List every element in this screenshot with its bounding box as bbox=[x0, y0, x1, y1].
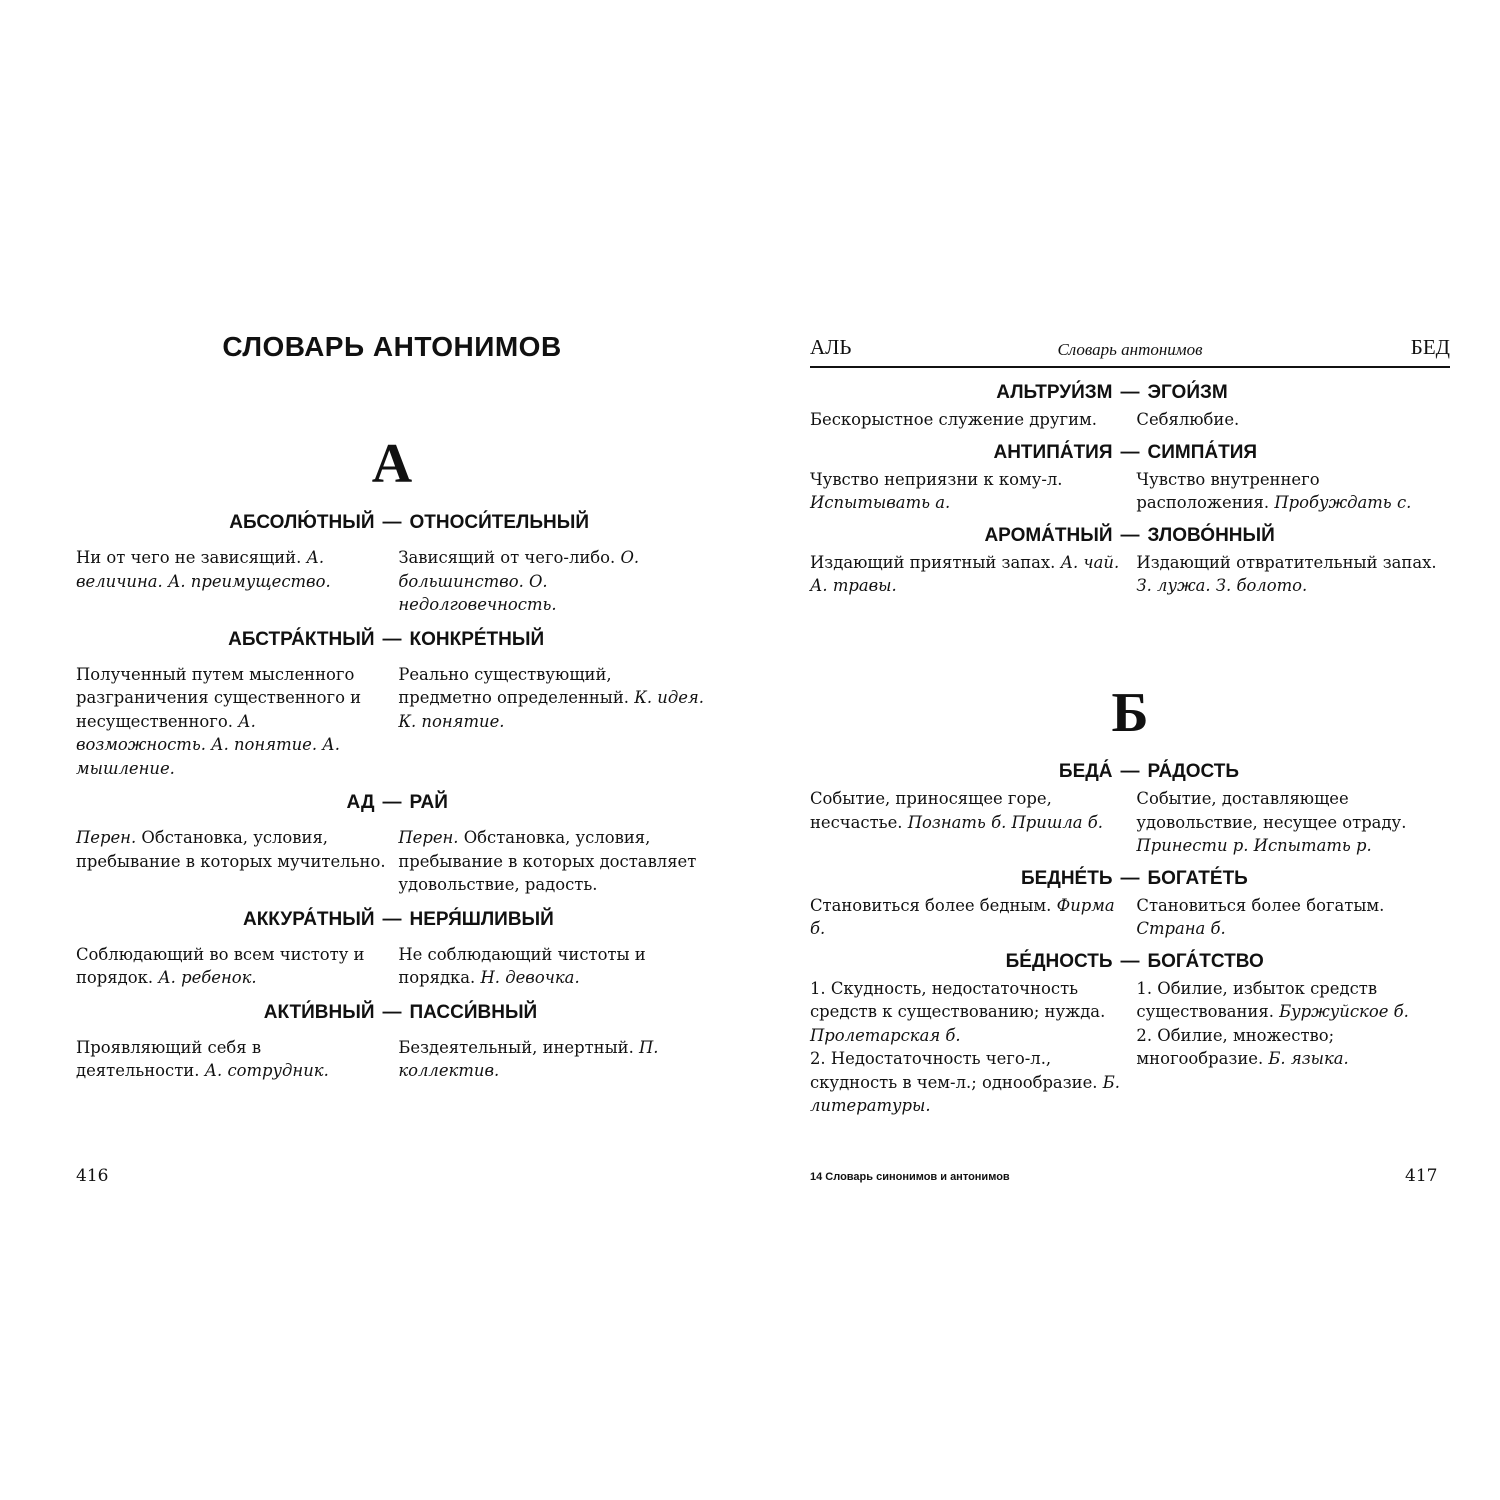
headword-1: АБСТРА́КТНЫЙ bbox=[228, 628, 375, 650]
section-letter-b: Б bbox=[1111, 682, 1149, 744]
running-head-title: Словарь антонимов bbox=[1057, 340, 1203, 359]
entry-definitions bbox=[810, 787, 1450, 858]
definition-1: Полученный путем мысленного разграничения существенного и несущественного. А. возможность. А. понятие. А. мышление. bbox=[76, 664, 362, 778]
definition-1: Проявляющий себя в деятельности. А. сотрудник. bbox=[76, 1037, 329, 1080]
entry-headword bbox=[810, 947, 1450, 977]
headword-2: ОТНОСИ́ТЕЛЬНЫЙ bbox=[409, 512, 590, 533]
entry-headword bbox=[810, 864, 1450, 894]
dash: — bbox=[382, 908, 402, 930]
headword-2: БОГА́ТСТВО bbox=[1147, 950, 1264, 972]
entry-absolute bbox=[76, 508, 708, 617]
right-page bbox=[750, 0, 1500, 1500]
entry-impoverish bbox=[810, 864, 1450, 941]
headword-2: КОНКРЕ́ТНЫЙ bbox=[409, 628, 545, 650]
entry-headword bbox=[76, 625, 708, 655]
page-number: 416 bbox=[76, 1166, 109, 1186]
definition-2: Зависящий от чего-либо. О. большинство. О. недолговечность. bbox=[398, 548, 640, 614]
definition-2: Перен. Обстановка, условия, пребывание в которых доставляет удовольствие, радость. bbox=[398, 828, 697, 894]
headword-2: ЭГОИ́ЗМ bbox=[1147, 382, 1228, 403]
definition-1: Чувство неприязни к кому-л. Испытывать а. bbox=[810, 469, 1063, 512]
entry-headword bbox=[810, 438, 1450, 468]
headword-2: РА́ДОСТЬ bbox=[1147, 761, 1240, 782]
entry-aromatic bbox=[810, 521, 1450, 598]
entries-right-b bbox=[810, 757, 1450, 1124]
dash: — bbox=[382, 1001, 402, 1023]
entry-definitions bbox=[810, 408, 1450, 432]
entries-right-a bbox=[810, 378, 1450, 604]
running-head-right: БЕД bbox=[1410, 335, 1450, 359]
headword-2: СИМПА́ТИЯ bbox=[1147, 441, 1258, 463]
dash: — bbox=[1120, 867, 1140, 889]
dash: — bbox=[382, 628, 402, 650]
entry-definitions bbox=[76, 546, 708, 617]
definition-1: Ни от чего не зависящий. А. величина. А. преимущество. bbox=[76, 548, 331, 591]
entry-headword bbox=[76, 788, 708, 818]
headword-1: АД bbox=[346, 792, 375, 813]
headword-1: АНТИПА́ТИЯ bbox=[993, 441, 1113, 463]
entry-headword bbox=[810, 521, 1450, 551]
headword-2: ПАССИ́ВНЫЙ bbox=[409, 1001, 538, 1023]
definition-2: 1. Обилие, избыток средств существования. Буржуйское б. 2. Обилие, множество; многообразие. Б. языка. bbox=[1136, 978, 1409, 1068]
entry-headword bbox=[76, 998, 708, 1028]
entry-definitions bbox=[76, 826, 708, 897]
definition-1: Перен. Обстановка, условия, пребывание в которых мучительно. bbox=[76, 828, 386, 871]
entry-definitions bbox=[810, 894, 1450, 941]
entry-hell bbox=[76, 788, 708, 897]
headword-1: БЕДНЕ́ТЬ bbox=[1020, 867, 1113, 889]
entry-antipathy bbox=[810, 438, 1450, 515]
definition-2: Не соблюдающий чистоты и порядка. Н. девочка. bbox=[398, 944, 646, 987]
dash: — bbox=[1120, 382, 1140, 403]
entry-definitions bbox=[810, 551, 1450, 598]
entry-definitions bbox=[76, 663, 708, 781]
page-number: 417 bbox=[1405, 1166, 1438, 1186]
definition-1: Становиться более бедным. Фирма б. bbox=[810, 895, 1115, 938]
printer-signature: 14 Словарь синонимов и антонимов bbox=[810, 1171, 1010, 1183]
headword-1: БЕДА́ bbox=[1058, 761, 1113, 782]
headword-2: РАЙ bbox=[409, 792, 448, 813]
definition-2: Издающий отвратительный запах. З. лужа. З. болото. bbox=[1136, 552, 1437, 595]
headword-1: АККУРА́ТНЫЙ bbox=[242, 908, 375, 930]
definition-1: Соблюдающий во всем чистоту и порядок. А. ребенок. bbox=[76, 944, 365, 987]
entry-definitions bbox=[76, 1036, 708, 1083]
entry-poverty bbox=[810, 947, 1450, 1118]
entries-left bbox=[76, 505, 708, 1091]
headword-1: БЕ́ДНОСТЬ bbox=[1005, 950, 1113, 972]
definition-2: Становиться более богатым. Страна б. bbox=[1136, 895, 1385, 938]
dash: — bbox=[1120, 761, 1140, 782]
dash: — bbox=[1120, 524, 1140, 546]
definition-1: Бескорыстное служение другим. bbox=[810, 410, 1097, 429]
entry-abstract bbox=[76, 625, 708, 781]
dictionary-title: СЛОВАРЬ АНТОНИМОВ bbox=[222, 331, 562, 362]
definition-1: Издающий приятный запах. А. чай. А. травы. bbox=[810, 552, 1120, 595]
entry-headword bbox=[76, 508, 708, 538]
dash: — bbox=[382, 512, 402, 533]
entry-definitions bbox=[810, 977, 1450, 1118]
section-letter-a: А bbox=[371, 433, 413, 495]
dash: — bbox=[1120, 441, 1140, 463]
definition-2: Реально существующий, предметно определенный. К. идея. К. понятие. bbox=[398, 664, 704, 731]
definition-2: Бездеятельный, инертный. П. коллектив. bbox=[398, 1037, 659, 1080]
entry-definitions bbox=[810, 468, 1450, 515]
definition-2: Чувство внутреннего расположения. Пробуждать с. bbox=[1136, 469, 1412, 512]
entry-headword bbox=[76, 905, 708, 935]
headword-2: БОГАТЕ́ТЬ bbox=[1147, 867, 1248, 889]
headword-1: АЛЬТРУИ́ЗМ bbox=[996, 382, 1113, 403]
dash: — bbox=[382, 792, 402, 813]
definition-1: 1. Скудность, недостаточность средств к существованию; нужда. Пролетарская б. 2. Недостаточность чего-л., скудность в чем-л.; однообразие. Б. литературы. bbox=[810, 978, 1120, 1115]
headword-1: АБСОЛЮ́ТНЫЙ bbox=[229, 512, 375, 533]
headword-1: АРОМА́ТНЫЙ bbox=[984, 524, 1113, 546]
headword-1: АКТИ́ВНЫЙ bbox=[263, 1001, 375, 1023]
entry-trouble bbox=[810, 757, 1450, 858]
entry-headword bbox=[810, 378, 1450, 408]
definition-1: Событие, приносящее горе, несчастье. Познать б. Пришла б. bbox=[810, 789, 1103, 832]
running-head-left: АЛЬ bbox=[810, 335, 852, 359]
dash: — bbox=[1120, 950, 1140, 972]
entry-definitions bbox=[76, 943, 708, 990]
headword-2: ЗЛОВО́ННЫЙ bbox=[1147, 524, 1275, 546]
entry-altruism bbox=[810, 378, 1450, 432]
entry-active bbox=[76, 998, 708, 1083]
entry-headword bbox=[810, 757, 1450, 787]
headword-2: НЕРЯ́ШЛИВЫЙ bbox=[409, 908, 554, 930]
running-head bbox=[810, 334, 1450, 368]
definition-2: Себялюбие. bbox=[1136, 410, 1240, 429]
definition-2: Событие, доставляющее удовольствие, несущее отраду. Принести р. Испытать р. bbox=[1136, 789, 1407, 855]
entry-neat bbox=[76, 905, 708, 990]
